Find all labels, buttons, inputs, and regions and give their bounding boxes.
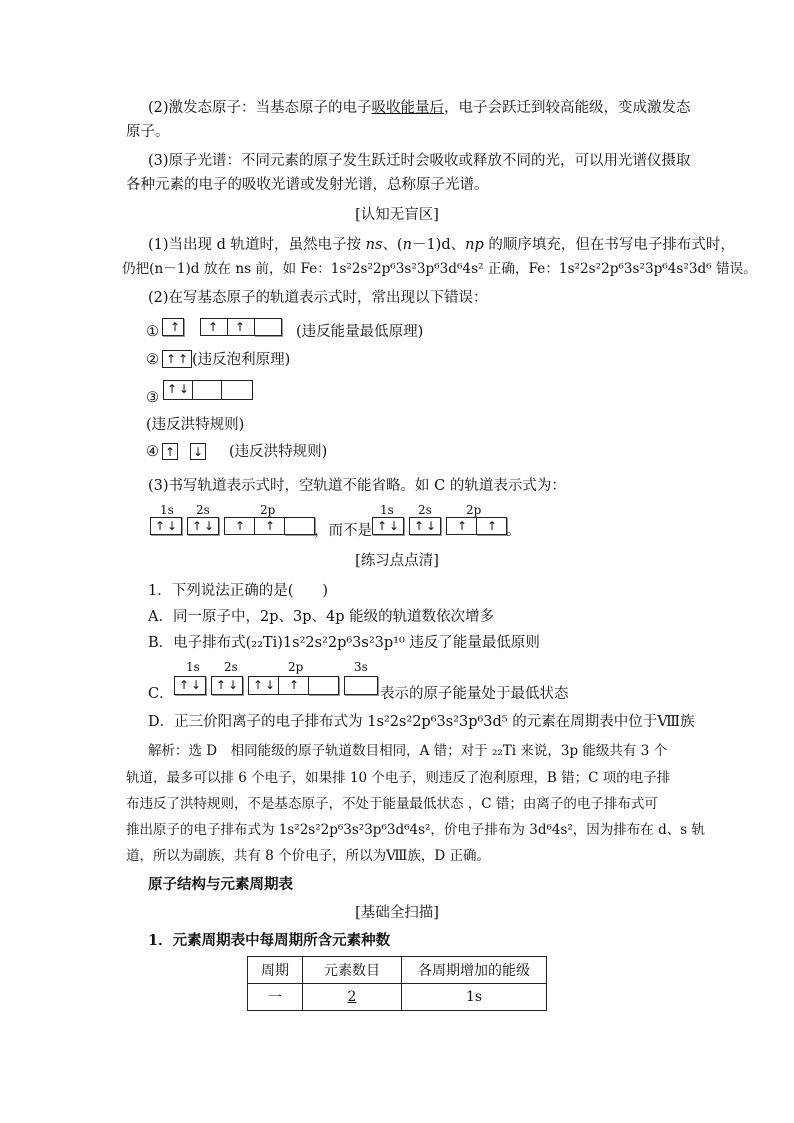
paragraph-line: 原子。 (126, 124, 170, 140)
down-arrow-icon: ↓ (389, 519, 400, 533)
table-header: 周期 (248, 957, 303, 984)
orbital-label-2s: 2s (224, 660, 238, 674)
italic-term: ns (365, 237, 383, 253)
option-b: B．电子排布式(₂₂Ti)1s²2s²2p⁶3s²3p¹⁰ 违反了能量最低原则 (148, 635, 540, 651)
text-segment: (1)当出现 d 轨道时，虽然电子按 (148, 237, 366, 253)
question-stem: 1．下列说法正确的是( ) (148, 583, 329, 599)
down-arrow-icon: ↓ (228, 678, 239, 692)
orbital-box (200, 318, 228, 336)
up-arrow-icon: ↑ (235, 519, 246, 533)
down-arrow-icon: ↓ (193, 445, 204, 459)
underlined-keyword: 吸收能量后 (371, 100, 445, 116)
up-arrow-icon: ↑ (165, 445, 176, 459)
text-segment: ，而不是 (314, 523, 372, 539)
orbital-box (162, 350, 192, 368)
analysis-line: 解析：选 D 相同能级的原子轨道数目相同，A 错；对于 ₂₂Ti 来说，3p 能级共有 3 个 (148, 743, 668, 759)
up-arrow-icon: ↑ (253, 678, 264, 692)
down-arrow-icon: ↓ (426, 519, 437, 533)
orbital-box (162, 443, 178, 460)
orbital-diagram-wrong (372, 517, 506, 535)
orbital-label-2s: 2s (418, 503, 432, 517)
italic-term: np (465, 237, 484, 253)
error-note: (违反泡利原理) (192, 352, 291, 368)
orbital-label-1s: 1s (160, 503, 174, 517)
option-d: D．正三价阳离子的电子排布式为 1s²2s²2p⁶3s²3p⁶3d⁵ 的元素在周期表中位于Ⅷ族 (148, 714, 695, 730)
orbital-label-2p: 2p (466, 503, 482, 517)
orbital-label-1s: 1s (380, 503, 394, 517)
basic-item-1: 1．元素周期表中每周期所含元素种数 (148, 932, 391, 949)
table-header: 元素数目 (303, 957, 402, 984)
paragraph-blind-3: (3)书写轨道表示式时，空轨道不能省略。如 C 的轨道表示式为： (148, 478, 566, 494)
table-cell (303, 984, 402, 1011)
orbital-label-1s: 1s (186, 660, 200, 674)
orbital-diagram-err4-a (162, 443, 177, 460)
section-heading-blind: [认知无盲区] (355, 207, 439, 223)
error-note: (违反能量最低原理) (296, 324, 424, 340)
analysis-line: 推出原子的电子排布式为 1s²2s²2p⁶3s²3p⁶3d⁶4s²，价电子排布为 3d⁶4s²，因为排布在 d、s 轨 (126, 822, 705, 838)
orbital-box-2p (224, 517, 255, 535)
orbital-box-2p (476, 517, 507, 535)
orbital-box-1s (150, 517, 182, 535)
italic-term: n (402, 237, 412, 253)
text-segment: 、( (382, 237, 403, 253)
down-arrow-icon: ↓ (204, 519, 215, 533)
orbital-box (254, 318, 282, 336)
up-arrow-icon: ↑ (377, 519, 388, 533)
item-number: ② (146, 352, 159, 368)
paragraph-spectrum: (3)原子光谱：不同元素的原子发生跃迁时会吸收或释放不同的光，可以用光谱仪摄取 (148, 153, 691, 169)
orbital-box-2p (284, 517, 315, 535)
error-note: (违反洪特规则) (146, 417, 245, 433)
up-arrow-icon: ↑ (457, 519, 468, 533)
up-arrow-icon: ↑ (414, 519, 425, 533)
orbital-box (162, 318, 184, 336)
up-arrow-icon: ↑ (192, 519, 203, 533)
orbital-box-2s (211, 676, 243, 695)
up-arrow-icon: ↑ (166, 352, 177, 366)
down-arrow-icon: ↓ (191, 678, 202, 692)
orbital-box-2p (254, 517, 285, 535)
orbital-label-2p: 2p (288, 660, 304, 674)
orbital-diagram-err4-b (190, 443, 205, 460)
paragraph-line: 各种元素的电子的吸收光谱或发射光谱，总称原子光谱。 (126, 177, 489, 193)
table-cell: 1s (402, 984, 547, 1011)
option-a: A．同一原子中，2p、3p、4p 能级的轨道数依次增多 (148, 609, 495, 625)
text-segment: 的顺序填充，但在书写电子排布式时， (483, 237, 735, 253)
up-arrow-icon: ↑ (179, 678, 190, 692)
orbital-box-2p (278, 676, 309, 695)
orbital-box-2p (308, 676, 339, 695)
orbital-box-1s (372, 517, 404, 535)
orbital-diagram-err1-p (200, 318, 281, 336)
orbital-box (190, 443, 206, 460)
down-arrow-icon: ↓ (167, 519, 178, 533)
up-arrow-icon: ↑ (289, 678, 300, 692)
period-table (247, 956, 547, 1011)
option-c-text: 表示的原子能量处于最低状态 (380, 686, 569, 702)
up-arrow-icon: ↑ (170, 320, 181, 334)
analysis-line: 轨道，最多可以排 6 个电子，如果排 10 个电子，则违反了泡利原理，B 错；C 项的电子排 (126, 770, 671, 786)
table-header: 各周期增加的能级 (402, 957, 547, 984)
orbital-diagram-err1-s (162, 318, 183, 336)
orbital-box-2s (187, 517, 219, 535)
section-heading-basic: [基础全扫描] (355, 905, 439, 921)
up-arrow-icon: ↑ (155, 519, 166, 533)
analysis-line: 道，所以为副族，共有 8 个价电子，所以为Ⅷ族，D 正确。 (126, 848, 491, 864)
option-c-label: C． (148, 686, 174, 702)
orbital-diagram-correct (150, 517, 314, 535)
up-arrow-icon: ↑ (208, 320, 219, 334)
orbital-box (163, 380, 193, 400)
orbital-label-2s: 2s (196, 503, 210, 517)
paragraph-line: 仍把(n－1)d 放在 ns 前，如 Fe：1s²2s²2p⁶3s²3p⁶3d⁶4s² 正确，Fe：1s²2s²2p⁶3s²3p⁶4s²3d⁶ 错误。 (122, 261, 757, 277)
paragraph-blind-2: (2)在写基态原子的轨道表示式时，常出现以下错误： (148, 290, 488, 306)
item-number: ③ (146, 390, 159, 406)
orbital-box (227, 318, 255, 336)
orbital-box-2p (446, 517, 477, 535)
orbital-label-2p: 2p (260, 503, 276, 517)
orbital-diagram-option-c (174, 676, 377, 695)
table-cell: 一 (248, 984, 303, 1011)
up-arrow-icon: ↑ (216, 678, 227, 692)
orbital-box-1s (174, 676, 206, 695)
orbital-box-2s (409, 517, 441, 535)
text-segment: －1)d、 (411, 237, 466, 253)
up-arrow-icon: ↑ (178, 352, 189, 366)
text-segment: ，电子会跃迁到较高能级，变成激发态 (444, 100, 691, 116)
paragraph-blind-1 (148, 235, 735, 255)
orbital-box (192, 380, 222, 400)
section-heading-practice: [练习点点清] (355, 553, 439, 569)
analysis-line: 布违反了洪特规则，不是基态原子，不处于能量最低状态 ，C 错；由离子的电子排布式可 (126, 796, 658, 812)
up-arrow-icon: ↑ (487, 519, 498, 533)
item-number: ① (146, 324, 159, 340)
orbital-diagram-err2 (162, 350, 191, 368)
up-arrow-icon: ↑ (265, 519, 276, 533)
text-segment: (2)激发态原子：当基态原子的电子 (148, 100, 372, 116)
up-arrow-icon: ↑ (167, 382, 178, 396)
up-arrow-icon: ↑ (235, 320, 246, 334)
table-row (248, 984, 547, 1011)
orbital-box-3s (344, 676, 378, 695)
down-arrow-icon: ↓ (179, 382, 190, 396)
orbital-box-2p (248, 676, 279, 695)
item-number: ④ (146, 444, 159, 460)
heading-periodic-table: 原子结构与元素周期表 (148, 876, 293, 893)
orbital-label-3s: 3s (354, 660, 368, 674)
text-segment: 。 (506, 523, 521, 539)
orbital-diagram-err3 (163, 380, 252, 400)
error-note: (违反洪特规则) (229, 444, 328, 460)
paragraph-excited-state (148, 98, 691, 118)
table-header-row (248, 957, 547, 984)
underlined-answer: 2 (347, 989, 357, 1005)
orbital-box (221, 380, 253, 400)
down-arrow-icon: ↓ (265, 678, 276, 692)
